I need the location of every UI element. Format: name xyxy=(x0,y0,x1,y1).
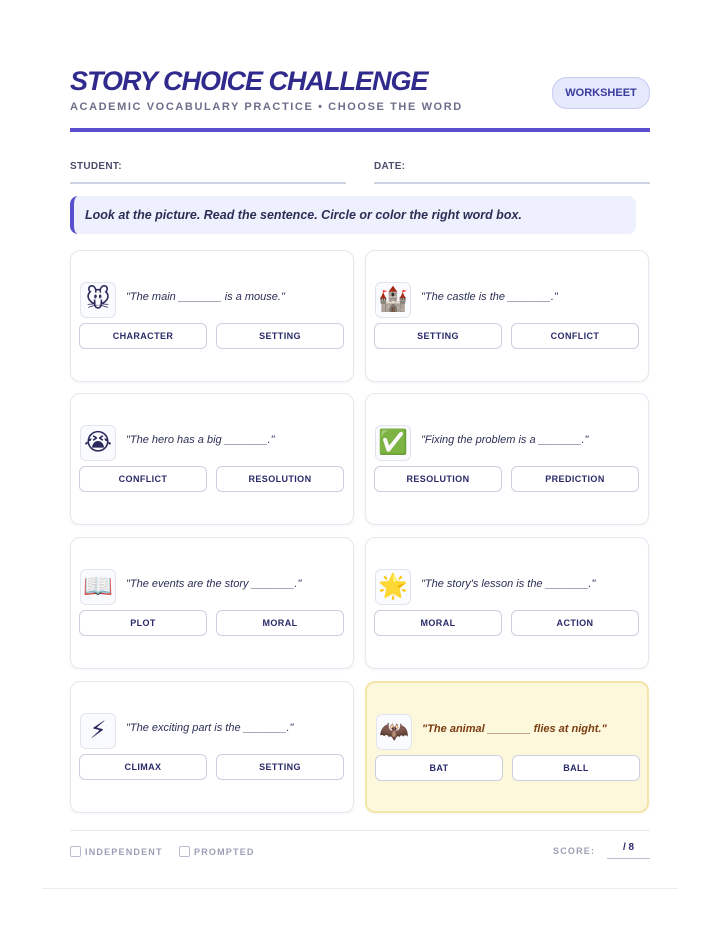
answer-option-setting[interactable]: SETTING xyxy=(374,323,502,349)
page-bottom-rule xyxy=(42,888,678,889)
question-sentence: "The events are the story _______." xyxy=(126,578,302,590)
question-sentence: "The hero has a big _______." xyxy=(126,434,275,446)
question-card-3 xyxy=(70,393,354,525)
question-card-7 xyxy=(70,681,354,813)
page-subtitle: ACADEMIC VOCABULARY PRACTICE • CHOOSE THE WORD xyxy=(70,101,463,113)
castle-icon: 🏰 xyxy=(375,282,411,318)
answer-option-setting[interactable]: SETTING xyxy=(216,323,344,349)
checkbox-icon xyxy=(179,846,190,857)
answer-option-conflict[interactable]: CONFLICT xyxy=(511,323,639,349)
answer-option-character[interactable]: CHARACTER xyxy=(79,323,207,349)
answer-option-bat[interactable]: BAT xyxy=(375,755,503,781)
question-card-6 xyxy=(365,537,649,669)
question-sentence: "The story's lesson is the _______." xyxy=(421,578,596,590)
answer-option-moral[interactable]: MORAL xyxy=(374,610,502,636)
independent-checkbox[interactable] xyxy=(70,846,163,857)
date-field[interactable] xyxy=(374,156,650,184)
answer-option-resolution[interactable]: RESOLUTION xyxy=(374,466,502,492)
answer-option-resolution[interactable]: RESOLUTION xyxy=(216,466,344,492)
lightning-icon: ⚡ xyxy=(80,713,116,749)
question-sentence: "The exciting part is the _______." xyxy=(126,722,294,734)
mouse-face-icon: 🐭 xyxy=(80,282,116,318)
score-label: SCORE: xyxy=(553,846,596,856)
answer-option-action[interactable]: ACTION xyxy=(511,610,639,636)
question-card-4 xyxy=(365,393,649,525)
instructions-banner: Look at the picture. Read the sentence. Circle or color the right word box. xyxy=(70,196,636,234)
glowing-star-icon: 🌟 xyxy=(375,569,411,605)
page-title: STORY CHOICE CHALLENGE xyxy=(70,66,428,96)
question-sentence: "The castle is the _______." xyxy=(421,291,558,303)
question-card-1 xyxy=(70,250,354,382)
score-field[interactable]: / 8 xyxy=(607,842,650,859)
crying-face-icon: 😭 xyxy=(80,425,116,461)
answer-option-ball[interactable]: BALL xyxy=(512,755,640,781)
bat-icon: 🦇 xyxy=(376,714,412,750)
checkbox-icon xyxy=(70,846,81,857)
worksheet-badge: WORKSHEET xyxy=(552,77,650,109)
question-card-5 xyxy=(70,537,354,669)
answer-option-prediction[interactable]: PREDICTION xyxy=(511,466,639,492)
answer-option-plot[interactable]: PLOT xyxy=(79,610,207,636)
answer-option-climax[interactable]: CLIMAX xyxy=(79,754,207,780)
question-sentence: "The main _______ is a mouse." xyxy=(126,291,285,303)
prompted-checkbox[interactable] xyxy=(179,846,255,857)
header-divider xyxy=(70,128,650,132)
student-field[interactable] xyxy=(70,156,346,184)
question-card-8 xyxy=(365,681,649,813)
question-card-2 xyxy=(365,250,649,382)
answer-option-setting[interactable]: SETTING xyxy=(216,754,344,780)
question-sentence: "The animal _______ flies at night." xyxy=(422,723,607,735)
independent-label: INDEPENDENT xyxy=(85,846,163,857)
date-label: DATE: xyxy=(374,161,406,172)
open-book-icon: 📖 xyxy=(80,569,116,605)
prompted-label: PROMPTED xyxy=(194,846,255,857)
answer-option-conflict[interactable]: CONFLICT xyxy=(79,466,207,492)
student-label: STUDENT: xyxy=(70,161,122,172)
check-mark-icon: ✅ xyxy=(375,425,411,461)
answer-option-moral[interactable]: MORAL xyxy=(216,610,344,636)
footer-divider xyxy=(70,830,650,831)
question-sentence: "Fixing the problem is a _______." xyxy=(421,434,589,446)
